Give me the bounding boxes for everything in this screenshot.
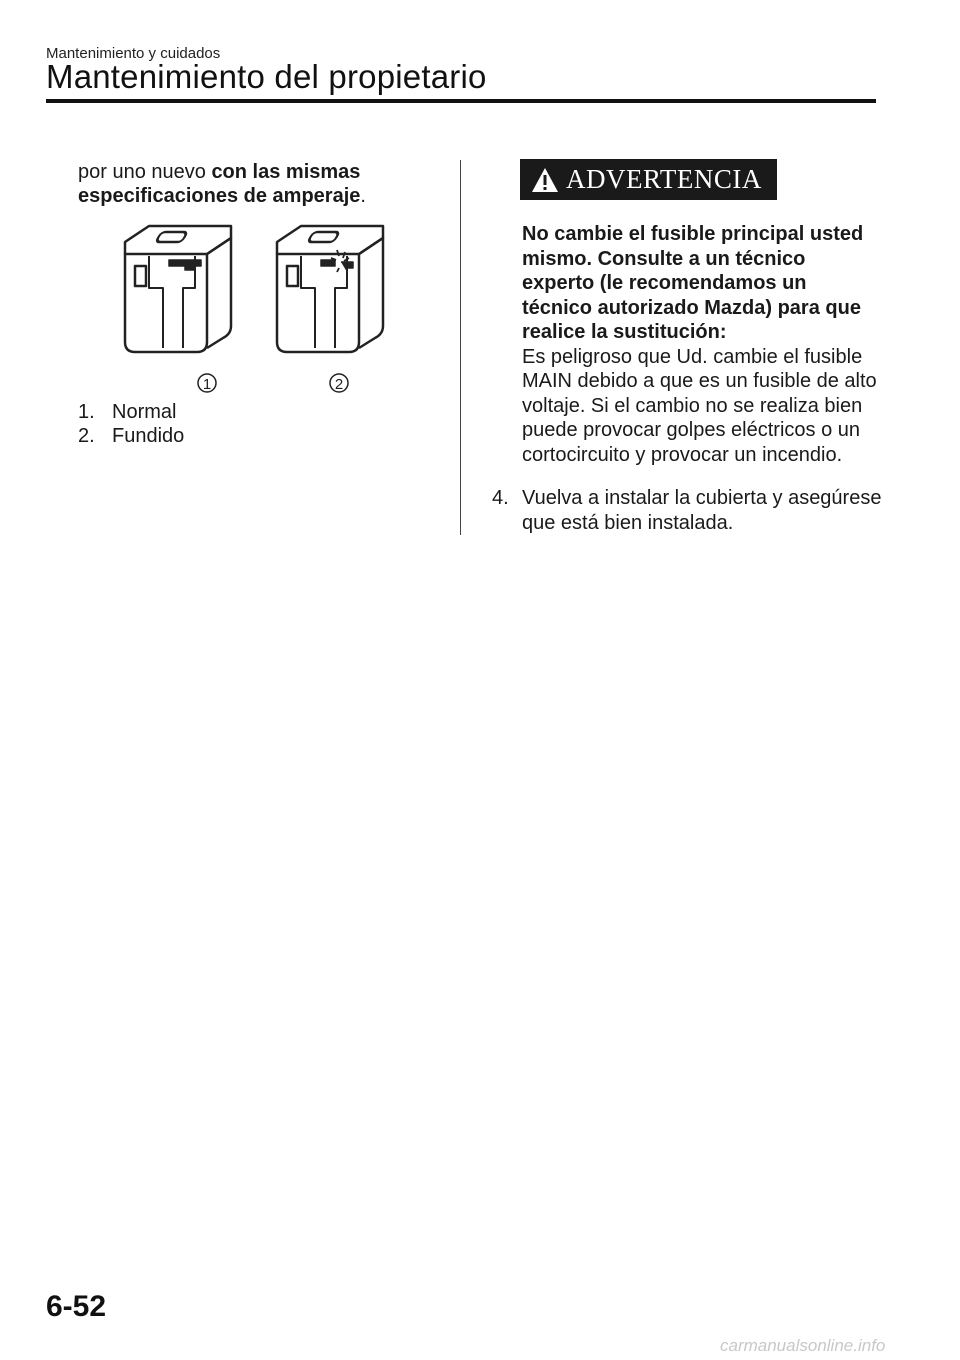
blown-fuse-drawing (277, 226, 383, 352)
legend-item (78, 424, 184, 448)
step-text: Vuelva a instalar la cubierta y asegúrese que está bien instalada. (522, 487, 882, 534)
warning-label: ADVERTENCIA (566, 164, 762, 194)
normal-fuse-drawing (125, 226, 231, 352)
legend-text: Normal (112, 401, 177, 423)
fuse-illustration (115, 212, 395, 402)
warning-bold-text: No cambie el fusible principal usted mismo. Consulte a un técnico experto (le recomendamos un técnico autorizado Mazda) para que realice la sustitución: (522, 223, 864, 343)
header-rule (46, 99, 876, 103)
legend-number: 1. (78, 401, 95, 423)
legend-text: Fundido (112, 425, 185, 447)
intro-end-text: . (360, 185, 366, 207)
legend-item (78, 400, 184, 424)
warning-body (522, 222, 882, 467)
column-divider (460, 160, 461, 535)
header-section-label: Mantenimiento y cuidados (46, 45, 221, 62)
callout-2-label: 2 (334, 376, 344, 393)
callout-markers (198, 374, 348, 393)
page-number: 6-52 (46, 1290, 107, 1323)
page-title: Mantenimiento del propietario (46, 58, 487, 95)
watermark: carmanualsonline.info (720, 1336, 886, 1355)
warning-body-text: Es peligroso que Ud. cambie el fusible MAIN debido a que es un fusible de alto voltaje. Si el cambio no se realiza bien puede provocar golpes eléctricos o un cortocircuito y provocar un incendio. (522, 345, 877, 466)
intro-bold-text: con las mismas especificaciones de amperaje (78, 161, 361, 207)
intro-normal-text: por uno nuevo (78, 161, 212, 183)
step-item (492, 486, 882, 535)
legend-number: 2. (78, 425, 95, 447)
warning-banner (520, 159, 777, 200)
intro-paragraph (78, 160, 408, 208)
warning-triangle-icon (530, 166, 560, 194)
step-number: 4. (492, 487, 509, 509)
left-column (78, 160, 408, 208)
figure-legend (78, 400, 184, 448)
callout-1-label: 1 (202, 376, 212, 393)
